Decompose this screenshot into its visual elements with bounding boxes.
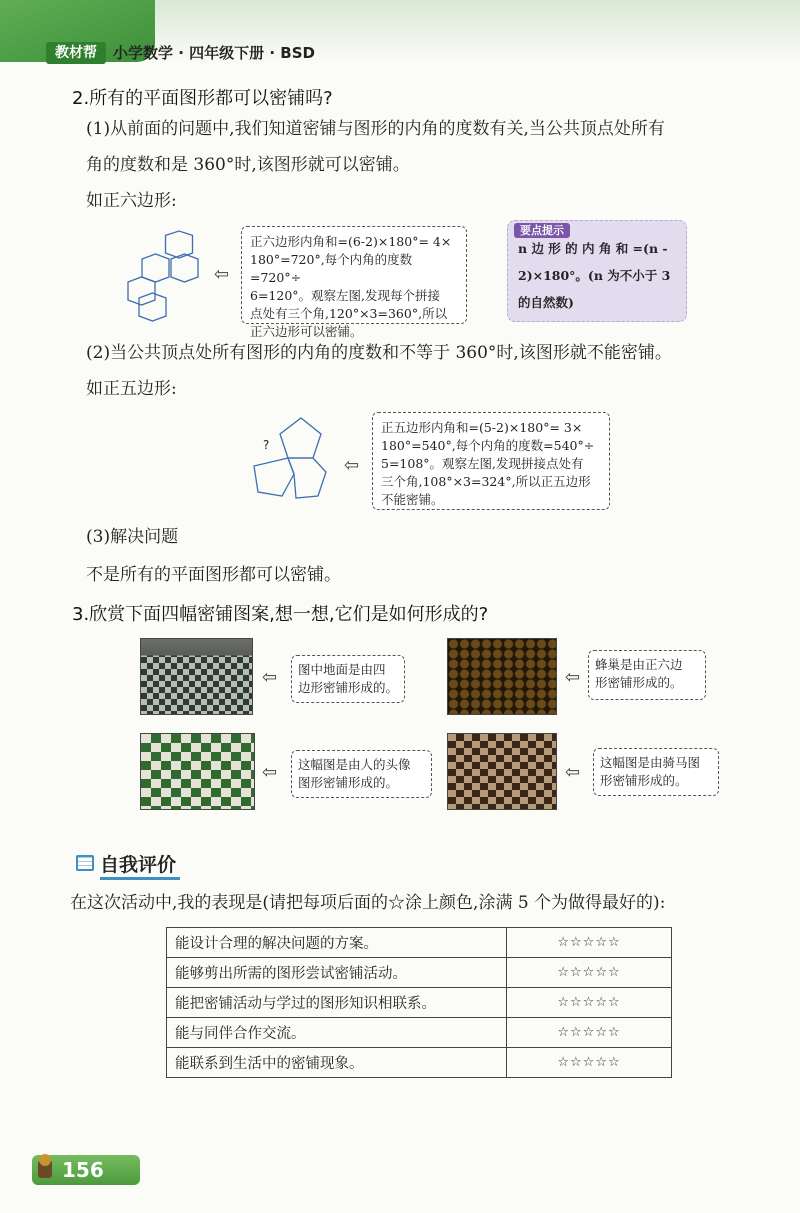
hexagon (166, 231, 193, 258)
tip-label: 要点提示 (514, 223, 570, 238)
q2-p1-line1: (1)从前面的问题中,我们知道密铺与图形的内角的度数有关,当公共顶点处所有 (86, 119, 665, 139)
eval-item: 能把密铺活动与学过的图形知识相联系。 (167, 988, 507, 1018)
hexagon-tiling-figure (120, 228, 210, 324)
q2-p2-line: (2)当公共顶点处所有图形的内角的度数和不等于 360°时,该图形就不能密铺。 (86, 343, 672, 363)
hex-note-line: 正六边形可以密铺。 (250, 324, 363, 339)
hex-note-line: 180°=720°,每个内角的度数=720°÷ (250, 252, 413, 285)
self-eval-intro: 在这次活动中,我的表现是(请把每项后面的☆涂上颜色,涂满 5 个为做得最好的): (70, 893, 666, 913)
hexagon (128, 277, 155, 305)
q3-heading: 3.欣赏下面四幅密铺图案,想一想,它们是如何形成的? (72, 604, 489, 625)
tip-line: 2)×180°。(n 为不小于 3 (518, 268, 671, 283)
photo-head-tessellation (140, 733, 255, 810)
tip-text (518, 235, 684, 316)
tip-line: n 边 形 的 内 角 和 =(n - (518, 241, 668, 256)
eval-stars[interactable]: ☆☆☆☆☆ (507, 928, 672, 958)
eval-item: 能与同伴合作交流。 (167, 1018, 507, 1048)
eval-item: 能设计合理的解决问题的方案。 (167, 928, 507, 958)
hex-note-line: 点处有三个角,120°×3=360°,所以 (250, 306, 448, 321)
arrow-icon: ⇦ (565, 762, 581, 783)
q2-p3-title: (3)解决问题 (86, 527, 179, 547)
pent-explanation-box (372, 412, 610, 510)
table-row (167, 928, 672, 958)
eval-item: 能联系到生活中的密铺现象。 (167, 1048, 507, 1078)
hex-arrow-icon: ⇦ (214, 264, 230, 285)
table-row (167, 1048, 672, 1078)
pent-note-line: 5=108°。观察左图,发现拼接点处有 (381, 456, 584, 471)
hexagon (142, 254, 169, 282)
book-title: 小学数学 · 四年级下册 · BSD (113, 44, 315, 62)
hexagon (171, 254, 198, 282)
note-floor (291, 655, 405, 703)
q2-p3-answer: 不是所有的平面图形都可以密铺。 (86, 565, 341, 585)
table-row (167, 988, 672, 1018)
table-row (167, 1018, 672, 1048)
pentagon (254, 458, 294, 496)
note-line: 这幅图是由人的头像 (298, 757, 411, 772)
q2-heading: 2.所有的平面图形都可以密铺吗? (72, 88, 333, 109)
note-line: 形密铺形成的。 (600, 773, 688, 788)
self-eval-underline (100, 877, 180, 880)
note-horse-rider (593, 748, 719, 796)
eval-item: 能够剪出所需的图形尝试密铺活动。 (167, 958, 507, 988)
pent-arrow-icon: ⇦ (344, 455, 360, 476)
arrow-icon: ⇦ (565, 667, 581, 688)
pent-note-line: 不能密铺。 (381, 492, 444, 507)
eval-stars[interactable]: ☆☆☆☆☆ (507, 1048, 672, 1078)
photo-horse-rider-tessellation (447, 733, 557, 810)
pentagon-gap-question-mark: ? (263, 438, 270, 452)
pent-note-line: 正五边形内角和=(5-2)×180°= 3× (381, 420, 583, 435)
pent-note-line: 三个角,108°×3=324°,所以正五边形 (381, 474, 591, 489)
note-line: 蜂巢是由正六边 (595, 657, 683, 672)
self-eval-icon (76, 855, 94, 871)
pentagon-tiling-figure (246, 414, 346, 500)
hex-intro: 如正六边形: (86, 191, 177, 211)
table-row (167, 958, 672, 988)
self-eval-table (166, 927, 672, 1078)
note-line: 这幅图是由骑马图 (600, 755, 701, 770)
eval-stars[interactable]: ☆☆☆☆☆ (507, 988, 672, 1018)
note-honeycomb (588, 650, 706, 700)
eval-stars[interactable]: ☆☆☆☆☆ (507, 1018, 672, 1048)
arrow-icon: ⇦ (262, 667, 278, 688)
pent-note-line: 180°=540°,每个内角的度数=540°÷ (381, 438, 595, 453)
note-line: 图形密铺形成的。 (298, 775, 399, 790)
key-tip-box (507, 220, 687, 322)
mascot-icon (34, 1152, 56, 1182)
note-line: 边形密铺形成的。 (298, 680, 399, 695)
pentagon (280, 418, 321, 458)
self-eval-title: 自我评价 (100, 854, 177, 876)
hex-note-line: 6=120°。观察左图,发现每个拼接 (250, 288, 441, 303)
note-line: 图中地面是由四 (298, 662, 386, 677)
pent-intro: 如正五边形: (86, 379, 177, 399)
note-heads (291, 750, 432, 798)
note-line: 形密铺形成的。 (595, 675, 683, 690)
hex-explanation-box (241, 226, 467, 339)
arrow-icon: ⇦ (262, 762, 278, 783)
photo-checkered-floor (140, 638, 253, 715)
tip-line: 的自然数) (518, 295, 574, 310)
page-number: 156 (62, 1158, 104, 1182)
photo-honeycomb (447, 638, 557, 715)
eval-stars[interactable]: ☆☆☆☆☆ (507, 958, 672, 988)
hexagon (139, 293, 166, 321)
q2-p1-line2: 角的度数和是 360°时,该图形就可以密铺。 (86, 155, 410, 175)
hex-note-line: 正六边形内角和=(6-2)×180°= 4× (250, 234, 452, 249)
header-badge: 教材帮 (46, 42, 106, 64)
pentagon (288, 458, 326, 498)
